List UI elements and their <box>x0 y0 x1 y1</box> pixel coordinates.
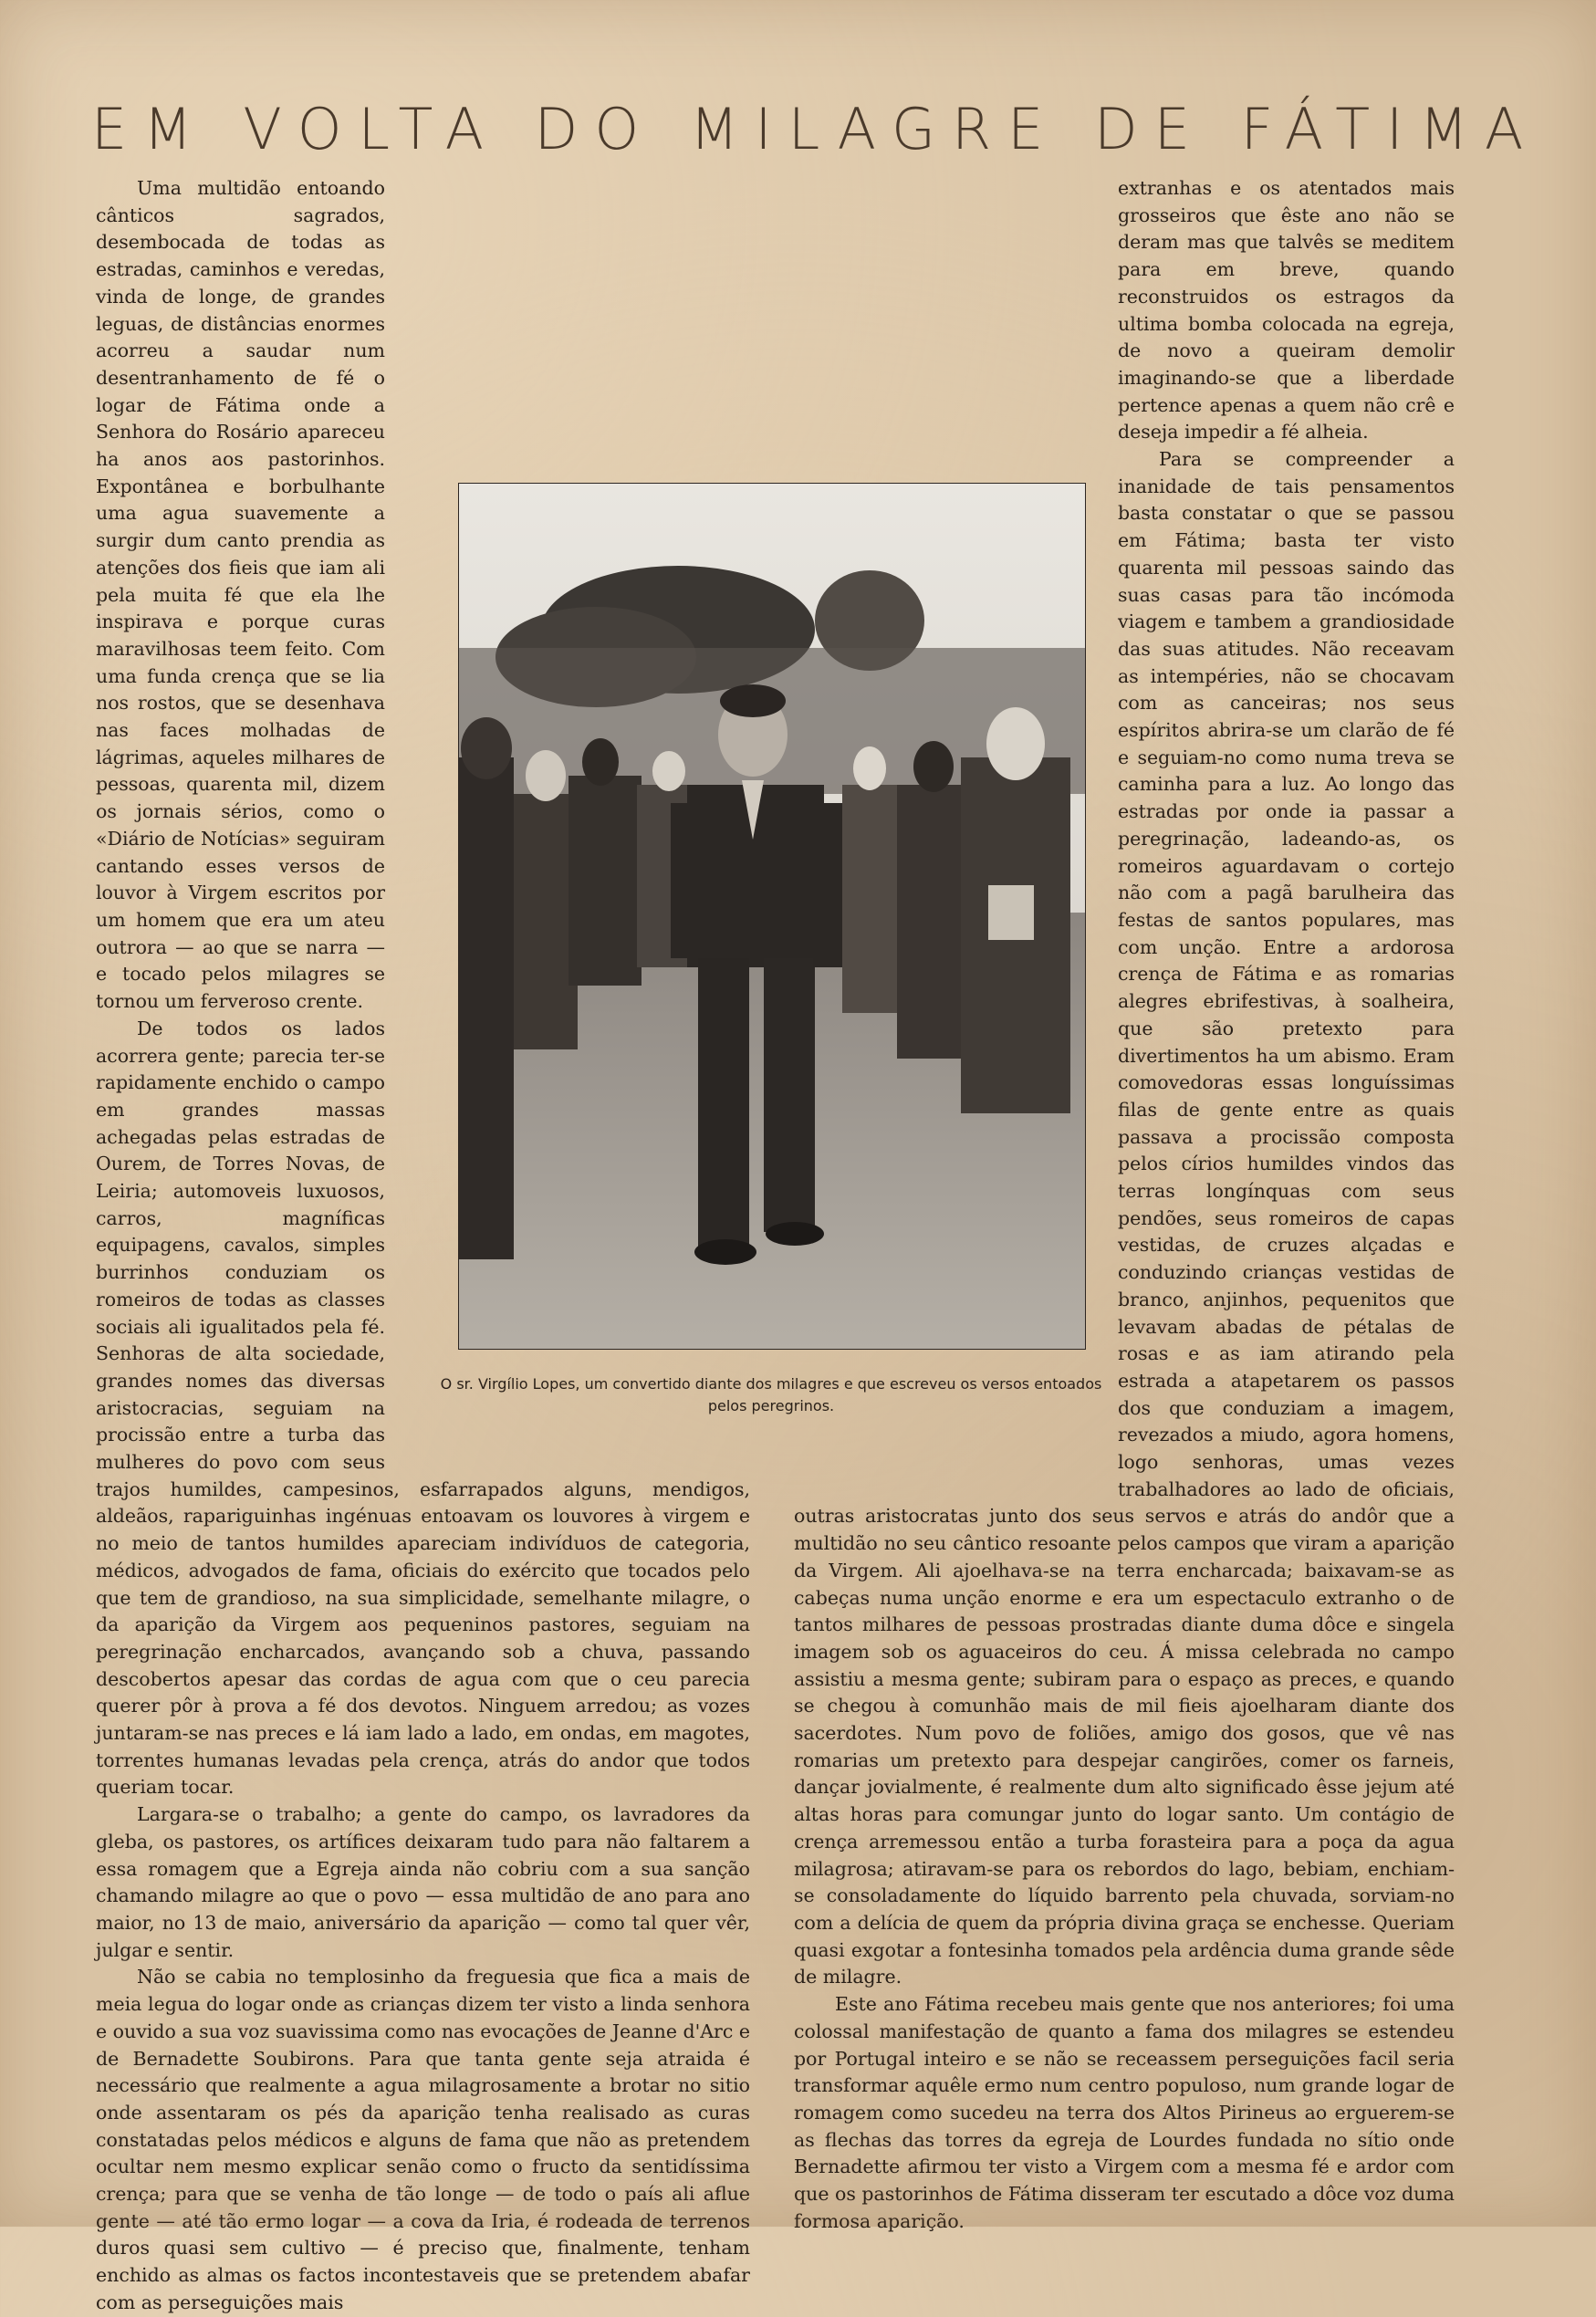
article-title: EM VOLTA DO MILAGRE DE FÁTIMA <box>91 96 1540 162</box>
left-paragraph-1: Uma multidão entoando cânticos sagrados, desembocada de todas as estradas, caminhos e veredas, vinda de longe, de grandes leguas, de distâncias enormes acorreu a saudar num desentranhamento de fé o logar de Fátima onde a Senhora do Rosário apareceu ha anos aos pastorinhos. Expontânea e borbulhante uma agua suavemente a surgir dum canto prendia as atenções dos fieis que iam ali pela muita fé que ela lhe inspirava e porque curas maravilhosas teem feito. Com uma funda crença que se lia nos rostos, que se desenhava nas faces molhadas de lágrimas, aqueles milhares de pessoas, quarenta mil, dizem os jornais sérios, como o «Diário de Notícias» seguiram cantando esses versos de louvor à Virgem escritos por um homem que era um ateu outrora — ao que se narra — e tocado pelos milagres se tornou um ferveroso crente. <box>96 177 385 1013</box>
right-paragraph-2: Para se compreender a inanidade de tais pensamentos basta constatar o que se passou em Fátima; basta ter visto quarenta mil pessoas saindo das suas casas para tão incómoda viagem e tambem a grandiosidade das suas atitudes. Não receavam as intempéries, não se chocavam com as canceiras; nos seus espíritos abrira-se um clarão de fé e seguiam-no como numa treva se caminha para a luz. Ao longo das estradas por onde ia passar a peregrinação, ladeando-as, os romeiros aguardavam o cortejo não com a pagã barulheira das festas de santos populares, mas com unção. Entre a ardorosa crença de Fátima e as romarias alegres ebrifestivas, à soalheira, que são pretexto para divertimentos ha um abismo. Eram comovedoras essas longuíssimas filas de gente entre as quais passava a procissão composta pelos círios humildes vindos das terras longínquas com seus pendões, seus romeiros de capas vestidas, de cruzes alçadas e conduzindo crianças vestidas de branco, anjinhos, pequenitos que levavam abadas de pétalas de rosas e as iam atirando pela estrada a atapetarem os passos dos que conduziam a imagem, revezados a miudo, agora homens, logo senhoras, umas vezes trabalhadores ao lado de oficiais, outras aristocratas junto dos seus servos e atrás do andôr que a multidão no seu cântico resoante pelos campos que viram a aparição da Virgem. Ali ajoelhava-se na terra encharcada; baixavam-se as cabeças numa unção enorme e era um espectaculo extranho o de tantos milhares de pessoas prostradas diante duma dôce e singela imagem sob os aguaceiros do ceu. Á missa celebrada no campo assistiu a mesma gente; subiram para o espaço as preces, e quando se chegou à comunhão mais de mil fieis ajoelharam diante dos sacerdotes. Num povo de foliões, amigo dos gosos, que vê nas romarias um pretexto para despejar cangirões, comer os farneis, dançar jovialmente, é realmente dum alto significado êsse jejum até altas horas para comungar junto do logar santo. Um contágio de crença arremessou então a turba forasteira para a poça da agua milagrosa; atiravam-se para os rebordos do lago, bebiam, enchiam-se consoladamente do líquido barrento pela chuvada, sorviam-no com a delícia de quem da própria divina graça se enchesse. Queriam quasi exgotar a fontesinha tomados pela ardência duma grande sêde de milagre. <box>794 448 1455 1988</box>
left-paragraph-3: Largara-se o trabalho; a gente do campo, os lavradores da gleba, os pastores, os artífices deixaram tudo para não faltarem a essa romagem que a Egreja ainda não cobriu com a sua sanção chamando milagre ao que o povo — essa multidão de ano para ano maior, no 13 de maio, aniversário da aparição — como tal quer vêr, julgar e sentir. <box>96 1803 750 1961</box>
photo-caption: O sr. Virgílio Lopes, um convertido diante dos milagres e que escreveu os versos entoados pelos peregrinos. <box>440 1375 1102 1414</box>
left-paragraph-4: Não se cabia no templosinho da freguesia que fica a mais de meia legua do logar onde as crianças dizem ter visto a linda senhora e ouvido a sua voz suavissima como nas evocações de Jeanne d'Arc e de Bernadette Soubirons. Para que tanta gente seja atraida é necessário que realmente a agua milagrosamente a brotar no sitio onde assentaram os pés da aparição tenha realisado as curas constatadas pelos médicos e alguns de fama que não as pretendem ocultar nem mesmo explicar senão como o fructo da sentidíssima crença; para que se venha de tão longe — de todo o país ali aflue gente — até tão ermo logar — a cova da Iria, é rodeada de terrenos duros quasi sem cultivo — é preciso que, finalmente, tenham enchido as almas os factos incontestaveis que se pretendem abafar com as perseguições mais <box>96 1966 750 2313</box>
pilgrims-photograph <box>458 483 1086 1350</box>
right-paragraph-3: Este ano Fátima recebeu mais gente que nos anteriores; foi uma colossal manifestação de quanto a fama dos milagres se estendeu por Portugal inteiro e se não se receassem perseguições facil seria transformar aquêle ermo num centro populoso, num grande logar de romagem como sucedeu na terra dos Altos Pirineus ao erguerem-se as flechas das torres da egreja de Lourdes fundada no sítio onde Bernadette afirmou ter visto a Virgem com a mesma fé e ardor com que os pastorinhos de Fátima disseram ter escutado a dôce voz duma formosa aparição. <box>794 1993 1455 2232</box>
photograph-man-walking-among-pilgrims-icon <box>459 484 1085 1349</box>
left-paragraph-2: De todos os lados acorrera gente; parecia ter-se rapidamente enchido o campo em grandes massas achegadas pelas estradas de Ourem, de Torres Novas, de Leiria; automoveis luxuosos, carros, magníficas equipagens, cavalos, simples burrinhos conduziam os romeiros de todas as classes sociais ali igualitados pela fé. Senhoras de alta sociedade, grandes nomes das diversas aristocracias, seguiam na procissão entre a turba das mulheres do povo com seus trajos humildes, campesinos, esfarrapados alguns, mendigos, aldeãos, rapariguinhas ingénuas entoavam os louvores à virgem e no meio de tantos humildes apareciam indivíduos de categoria, médicos, advogados de fama, oficiais do exército que tocados pelo que tem de grandioso, na sua simplicidade, semelhante milagre, o da aparição da Virgem aos pequeninos pastores, seguiam na peregrinação encharcados, avançando sob a chuva, passando descobertos apesar das cordas de agua com que o ceu parecia querer pôr à prova a fé dos devotos. Ninguem arredou; as vozes juntaram-se nas preces e lá iam lado a lado, em ondas, em magotes, torrentes humanas levadas pela crença, atrás do andor que todos queriam tocar. <box>96 1017 750 1799</box>
right-paragraph-1: extranhas e os atentados mais grosseiros que êste ano não se deram mas que talvês se meditem para em breve, quando reconstruidos os estragos da ultima bomba colocada na egreja, de novo a queiram demolir imaginando-se que a liberdade pertence apenas a quem não crê e deseja impedir a fé alheia. <box>1118 177 1455 444</box>
